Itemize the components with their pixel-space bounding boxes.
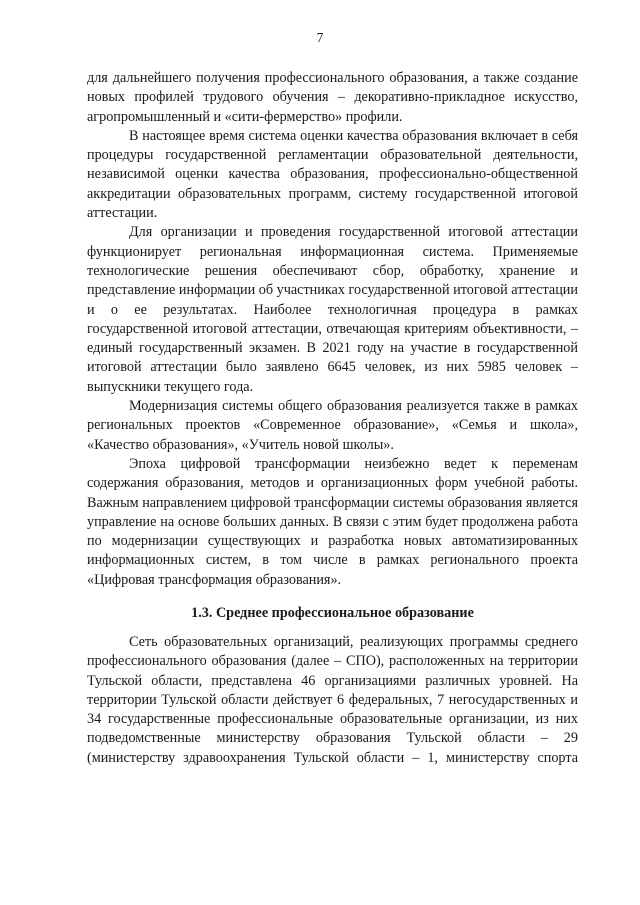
paragraph: В настоящее время система оценки качества образования включает в себя процедуры государственной регламентации образовательной деятельности, независимой оценки качества образования, профессионально-общественной аккредитации образовательных программ, систему государственной итоговой аттестации.	[87, 127, 578, 222]
paragraph: Сеть образовательных организаций, реализующих программы среднего профессионального образования (далее – СПО), расположенных на территории Тульской области, представлена 46 организациями различных уровней. На территории Тульской области действует 6 федеральных, 7 негосударственных и 34 государственные профессиональные образовательные организации, из них подведомственные министерству образования Тульской области – 29 (министерству здравоохранения Тульской области – 1, министерству спорта	[87, 634, 578, 766]
page-number: 7	[316, 30, 324, 45]
paragraph: Модернизация системы общего образования реализуется также в рамках региональных проектов «Современное образование», «Семья и школа», «Качество образования», «Учитель новой школы».	[87, 398, 578, 453]
section-heading: 1.3. Среднее профессиональное образование	[191, 605, 474, 621]
paragraph: Эпоха цифровой трансформации неизбежно ведет к переменам содержания образования, методов и организационных форм учебной работы. Важным направлением цифровой трансформации системы образования является управление на основе больших данных. В связи с этим будет продолжена работа по модернизации существующих и разработка новых автоматизированных информационных систем, в том числе в рамках регионального проекта «Цифровая трансформация образования».	[87, 455, 578, 588]
body-text-top	[87, 69, 578, 590]
paragraph: Для организации и проведения государственной итоговой аттестации функционирует региональная информационная система. Применяемые технологические решения обеспечивают сбор, обработку, хранение и представление информации об участниках государственной итоговой аттестации и о ее результатах. Наиболее технологичная процедура в рамках государственной итоговой аттестации, отвечающая критериям объективности, – единый государственный экзамен. В 2021 году на участие в государственной итоговой аттестации было заявлено 6645 человек, из них 5985 человек – выпускники текущего года.	[87, 224, 578, 395]
body-text-section	[87, 633, 578, 768]
paragraph: для дальнейшего получения профессионального образования, а также создание новых профилей трудового обучения – декоративно-прикладное искусство, агропромышленный и «сити-фермерство» профили.	[87, 70, 578, 125]
section-heading-wrap	[87, 604, 578, 623]
